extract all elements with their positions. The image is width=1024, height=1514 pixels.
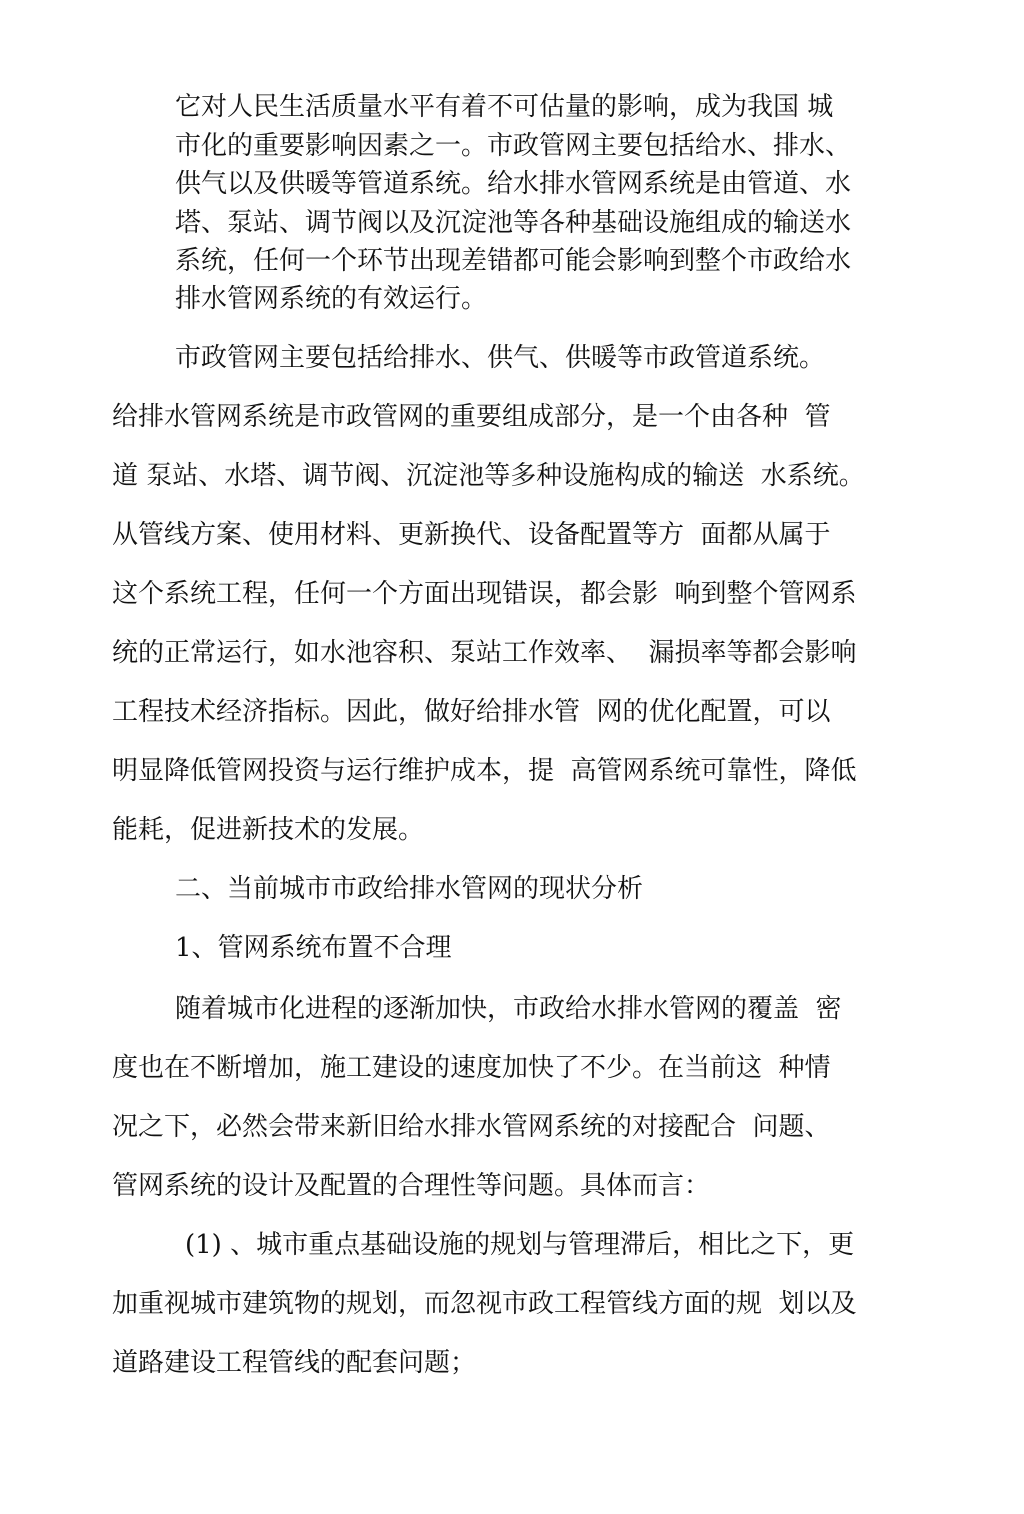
text-line: 市政管网主要包括给排水、供气、供暖等市政管道系统。 (175, 343, 826, 373)
text-line: (1) 、城市重点基础设施的规划与管理滞后，相比之下，更 (185, 1230, 855, 1260)
text-line: 况之下，必然会带来新旧给水排水管网系统的对接配合 问题、 (112, 1112, 831, 1142)
subsection-heading: 1、管网系统布置不合理 (175, 933, 452, 963)
text-line: 塔、泵站、调节阀以及沉淀池等各种基础设施组成的输送水 (175, 208, 852, 238)
text-line: 工程技术经济指标。因此，做好给排水管 网的优化配置，可以 (112, 697, 831, 727)
text-line: 加重视城市建筑物的规划，而忽视市政工程管线方面的规 划以及 (112, 1289, 857, 1319)
text-line: 给排水管网系统是市政管网的重要组成部分，是一个由各种 管 (112, 402, 831, 432)
text-line: 系统，任何一个环节出现差错都可能会影响到整个市政给水 (175, 246, 852, 276)
text-line: 度也在不断增加，施工建设的速度加快了不少。在当前这 种情 (112, 1053, 831, 1083)
text-line: 排水管网系统的有效运行。 (175, 284, 488, 314)
text-line: 道 泵站、水塔、调节阀、沉淀池等多种设施构成的输送 水系统。 (112, 461, 865, 491)
section-heading: 二、当前城市市政给排水管网的现状分析 (175, 874, 644, 904)
text-line: 这个系统工程，任何一个方面出现错误，都会影 响到整个管网系 (112, 579, 857, 609)
text-line: 道路建设工程管线的配套问题； (112, 1348, 477, 1378)
text-line: 统的正常运行，如水池容积、泵站工作效率、 漏损率等都会影响 (112, 638, 857, 668)
text-line: 能耗，促进新技术的发展。 (112, 815, 425, 845)
text-line: 管网系统的设计及配置的合理性等问题。具体而言： (112, 1171, 711, 1201)
text-line: 从管线方案、使用材料、更新换代、设备配置等方 面都从属于 (112, 520, 831, 550)
text-line: 明显降低管网投资与运行维护成本，提 高管网系统可靠性，降低 (112, 756, 857, 786)
text-line: 随着城市化进程的逐渐加快，市政给水排水管网的覆盖 密 (175, 994, 842, 1024)
text-line: 它对人民生活质量水平有着不可估量的影响，成为我国 城 (175, 92, 834, 122)
text-line: 市化的重要影响因素之一。市政管网主要包括给水、排水、 (175, 131, 852, 161)
text-line: 供气以及供暖等管道系统。给水排水管网系统是由管道、水 (175, 169, 852, 199)
